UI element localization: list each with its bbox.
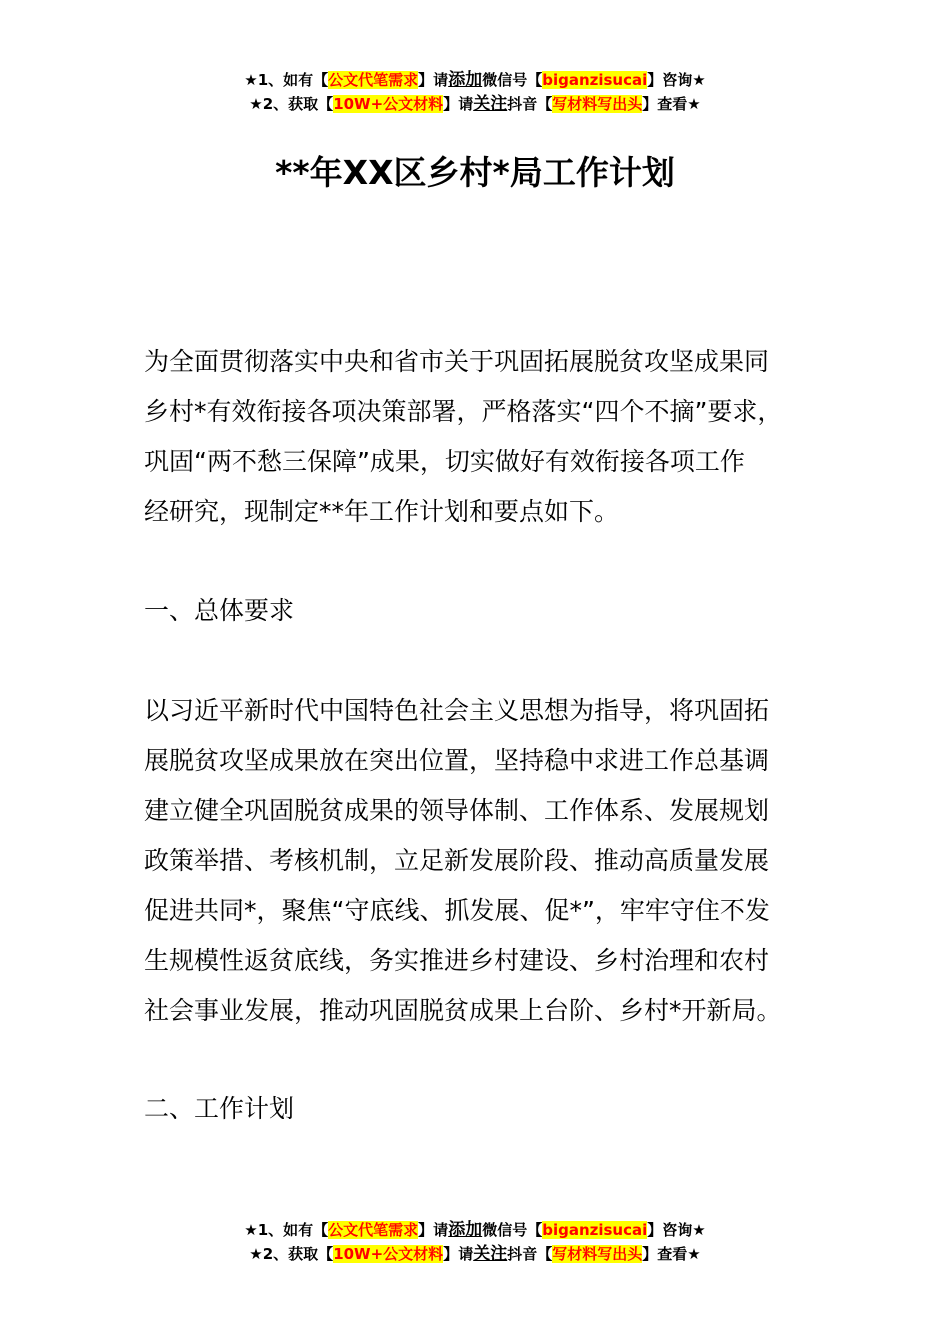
- header-banner-line-1: [0, 68, 950, 92]
- header-banner: [0, 68, 950, 116]
- paragraph-line: 政策举措、考核机制，立足新发展阶段、推动高质量发展: [144, 846, 770, 875]
- document-title: **年XX区乡村*局工作计划: [275, 153, 675, 192]
- footer-line2-prefix: ★2、获取【: [249, 1245, 334, 1263]
- footer-banner: [0, 1218, 950, 1266]
- header-line1-highlight-wechat-id: biganzisucai: [542, 71, 648, 89]
- footer-banner-line-1: [0, 1218, 950, 1242]
- header-line1-wechat-label: 微信号【: [482, 71, 543, 89]
- section-heading-text: 二、工作计划: [144, 1094, 295, 1123]
- paragraph-line: 生规模性返贫底线，务实推进乡村建设、乡村治理和农村: [144, 946, 770, 975]
- header-line2-underlined-follow: 关注: [473, 94, 508, 114]
- header-banner-line-2: [0, 92, 950, 116]
- header-line1-prefix: ★1、如有【: [244, 71, 329, 89]
- paragraph-line: 经研究，现制定**年工作计划和要点如下。: [144, 497, 620, 526]
- section-heading-work-plan: [144, 1084, 844, 1134]
- paragraph-line: 为全面贯彻落实中央和省市关于巩固拓展脱贫攻坚成果同: [144, 347, 770, 376]
- paragraph-line: 以习近平新时代中国特色社会主义思想为指导，将巩固拓: [144, 696, 770, 725]
- paragraph-line: 巩固“两不愁三保障”成果，切实做好有效衔接各项工作: [144, 447, 745, 476]
- footer-line2-highlight-materials: 10W+公文材料: [333, 1245, 444, 1263]
- footer-line1-wechat-label: 微信号【: [482, 1221, 543, 1239]
- header-line2-douyin-label: 抖音【: [507, 95, 553, 113]
- footer-line1-suffix: 】咨询★: [647, 1221, 706, 1239]
- header-line1-underlined-add: 添加: [448, 70, 483, 90]
- header-line2-highlight-materials: 10W+公文材料: [333, 95, 444, 113]
- general-requirements-paragraph: [144, 686, 844, 1036]
- footer-line2-text: 】请: [443, 1245, 474, 1263]
- intro-paragraph: [144, 337, 844, 537]
- footer-banner-line-2: [0, 1242, 950, 1266]
- header-line2-prefix: ★2、获取【: [249, 95, 334, 113]
- footer-line1-highlight-service: 公文代笔需求: [328, 1221, 419, 1239]
- paragraph-line: 促进共同*，聚焦“守底线、抓发展、促*”，牢牢守住不发: [144, 896, 770, 925]
- header-line1-highlight-service: 公文代笔需求: [328, 71, 419, 89]
- section-heading-general-requirements: [144, 586, 844, 636]
- footer-line1-highlight-wechat-id: biganzisucai: [542, 1221, 648, 1239]
- header-line2-text: 】请: [443, 95, 474, 113]
- paragraph-line: 乡村*有效衔接各项决策部署，严格落实“四个不摘”要求，: [144, 397, 783, 426]
- header-line1-suffix: 】咨询★: [647, 71, 706, 89]
- footer-line2-underlined-follow: 关注: [473, 1244, 508, 1264]
- paragraph-line: 建立健全巩固脱贫成果的领导体制、工作体系、发展规划: [144, 796, 770, 825]
- paragraph-line: 社会事业发展，推动巩固脱贫成果上台阶、乡村*开新局。: [144, 996, 782, 1025]
- header-line1-text: 】请: [418, 71, 449, 89]
- footer-line2-highlight-douyin-id: 写材料写出头: [552, 1245, 643, 1263]
- footer-line1-text: 】请: [418, 1221, 449, 1239]
- header-line2-suffix: 】查看★: [642, 95, 701, 113]
- footer-line1-prefix: ★1、如有【: [244, 1221, 329, 1239]
- header-line2-highlight-douyin-id: 写材料写出头: [552, 95, 643, 113]
- section-heading-text: 一、总体要求: [144, 596, 295, 625]
- paragraph-line: 展脱贫攻坚成果放在突出位置，坚持稳中求进工作总基调: [144, 746, 770, 775]
- footer-line2-suffix: 】查看★: [642, 1245, 701, 1263]
- footer-line2-douyin-label: 抖音【: [507, 1245, 553, 1263]
- footer-line1-underlined-add: 添加: [448, 1220, 483, 1240]
